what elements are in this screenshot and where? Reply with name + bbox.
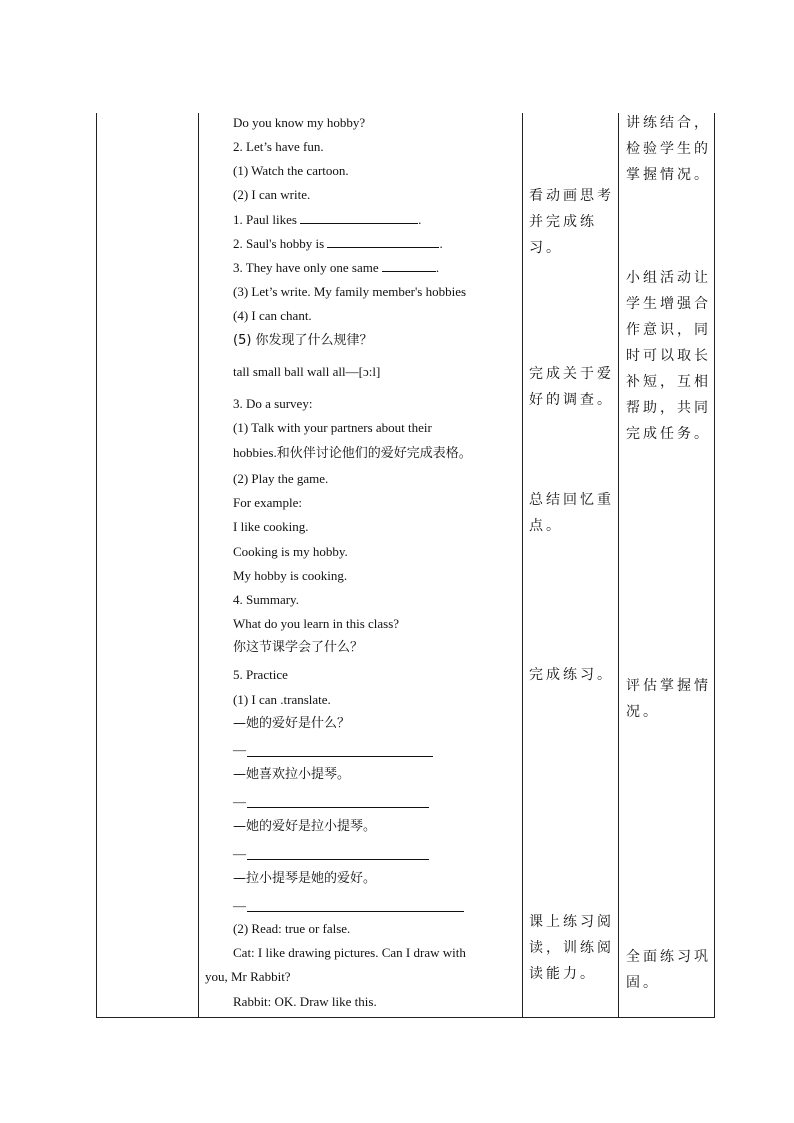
table-border-left: [96, 113, 97, 1018]
answer-line: [247, 756, 433, 757]
text-line: (5) 你发现了什么规律？: [233, 333, 373, 348]
answer-line: [247, 859, 429, 860]
text-line: (3) Let’s write. My family member's hobbies: [233, 284, 467, 299]
text-line: (2) I can write.: [233, 187, 311, 202]
answer-dash: —: [233, 846, 246, 861]
column-divider-3: [618, 113, 619, 1018]
student-activity: 完成关于爱好的调查。: [529, 366, 614, 408]
text-line: 4. Summary.: [233, 592, 299, 607]
text-line: —她的爱好是拉小提琴。: [233, 819, 377, 834]
text-line: 2. Saul's hobby is .: [233, 236, 443, 251]
text-line: Do yo​u know my hobby?: [233, 115, 366, 130]
column-divider-1: [198, 113, 199, 1018]
fill-in-prompt: 1. Paul likes: [233, 212, 297, 227]
text-line: (2) Play the game.: [233, 471, 329, 486]
text-line: 你这节课学会了什么？: [233, 640, 364, 655]
student-activity: 完成练习。: [529, 667, 614, 683]
answer-dash: —: [233, 742, 246, 757]
text-line: 1. Paul likes .: [233, 212, 422, 227]
fill-in-blank: [327, 235, 439, 248]
text-line: (2) Read: true or false.: [233, 921, 351, 936]
fill-in-blank: [300, 211, 418, 224]
fill-in-prompt: 2. Saul's hobby is: [233, 236, 325, 251]
column-divider-2: [522, 113, 523, 1018]
design-intent: 评估掌握情况。: [626, 678, 711, 720]
text-line: My hobby is cooking.: [233, 568, 348, 583]
design-intent: 讲练结合，检验学生的掌握情况。: [626, 115, 711, 183]
design-intent: 全面练习巩固。: [626, 949, 711, 991]
text-line: (1) I can .translate.: [233, 692, 331, 707]
text-line: tall small ball wall all—[ɔ:l]: [233, 364, 381, 379]
text-line: 3. Do a survey:: [233, 396, 313, 411]
student-activity: 课上练习阅读，训练阅读能力。: [529, 914, 614, 982]
text-line: —她喜欢拉小提琴。: [233, 767, 351, 782]
text-line: you, Mr Rabbit?: [205, 969, 291, 984]
text-line: 2. Let’s have fun.: [233, 139, 324, 154]
answer-line: [247, 807, 429, 808]
table-border-bottom: [96, 1017, 715, 1018]
answer-line: [247, 911, 464, 912]
text-line: For example:: [233, 495, 302, 510]
fill-in-prompt: 3. They have only one same: [233, 260, 379, 275]
text-line: 5. Practice: [233, 667, 288, 682]
table-border-right: [714, 113, 715, 1018]
answer-dash: —: [233, 794, 246, 809]
fill-in-blank: [382, 259, 436, 272]
text-line: hobbies.和伙伴讨论他们的爱好完成表格。: [233, 445, 472, 460]
text-line: —她的爱好是什么？: [233, 716, 351, 731]
text-line: —拉小提琴是她的爱好。: [233, 871, 377, 886]
text-line: Cat: I like drawing pictures. Can I draw with: [233, 945, 466, 960]
text-line: 3. They have only one same .: [233, 260, 440, 275]
design-intent: 小组活动让学生增强合作意识，同时可以取长补短，互相帮助，共同完成任务。: [626, 270, 711, 442]
text-line: I like cooking.: [233, 519, 309, 534]
student-activity: 看动画思考并完成练习。: [529, 188, 614, 256]
text-line: Rabbit: OK. Draw like this.: [233, 994, 377, 1009]
text-line: (4) I can chant.: [233, 308, 312, 323]
text-line: What do you learn in this class?: [233, 616, 400, 631]
student-activity: 总结回忆重点。: [529, 492, 614, 534]
answer-dash: —: [233, 898, 246, 913]
text-line: (1) Talk with your partners about their: [233, 420, 432, 435]
text-line: (1) Watch the cartoon.: [233, 163, 349, 178]
text-line: Cooking is my hobby.: [233, 544, 348, 559]
